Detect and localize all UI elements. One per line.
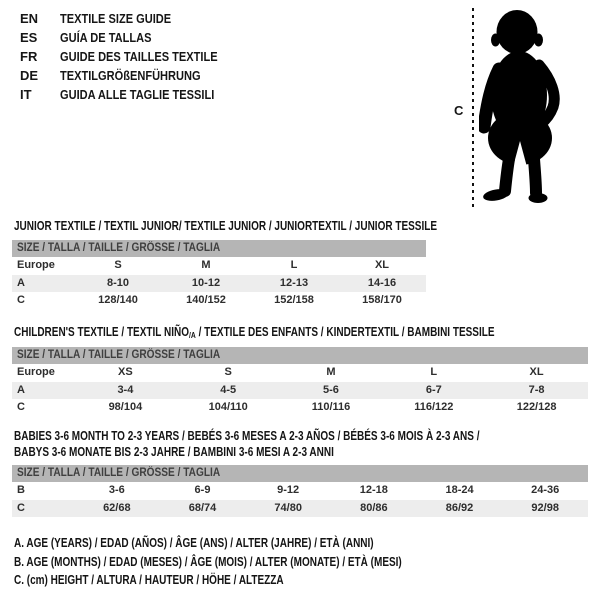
- note-age-years: [14, 534, 499, 553]
- children-table-rows: [12, 364, 588, 417]
- table-row: [12, 292, 426, 310]
- table-cell: 86/92: [445, 501, 474, 514]
- language-row-es: [20, 28, 245, 47]
- baby-silhouette-icon: [479, 9, 575, 212]
- table-cell: 128/140: [98, 294, 138, 306]
- table-cell: 6-9: [194, 484, 211, 496]
- row-label: C: [17, 401, 25, 413]
- table-cell: 80/86: [360, 501, 388, 514]
- table-cell: 9-12: [277, 484, 300, 496]
- table-cell: M: [326, 366, 336, 378]
- measure-c-label: C: [454, 103, 464, 118]
- row-label: B: [17, 484, 25, 496]
- size-header-label: SIZE / TALLA / TAILLE / GRÖSSE / TAGLIA: [17, 467, 221, 479]
- language-row-en: [20, 9, 245, 28]
- note-age-years-text: A. AGE (YEARS) / EDAD (AÑOS) / ÂGE (ANS) / ALTER (JAHRE) / ETÀ (ANNI): [14, 536, 374, 550]
- table-cell: 140/152: [186, 294, 226, 306]
- table-cell: 98/104: [108, 401, 143, 413]
- language-title-list: [20, 9, 245, 104]
- table-cell: L: [430, 366, 438, 378]
- language-code: DE: [20, 68, 39, 83]
- table-cell: 158/170: [362, 294, 402, 306]
- note-height-cm-text: C. (cm) HEIGHT / ALTURA / HAUTEUR / HÖHE / ALTEZZA: [14, 573, 284, 587]
- babies-table-rows: [12, 482, 588, 517]
- table-row: [12, 482, 588, 500]
- legend-notes: [14, 534, 499, 590]
- children-title-subscript: /A: [188, 330, 196, 341]
- table-row: [12, 257, 426, 275]
- language-code: IT: [20, 87, 32, 102]
- row-label: Europe: [17, 366, 55, 378]
- table-cell: S: [114, 259, 122, 271]
- junior-section-title-text: JUNIOR TEXTILE / TEXTIL JUNIOR/ TEXTILE JUNIOR / JUNIORTEXTIL / JUNIOR TESSILE: [14, 219, 438, 233]
- table-cell: 116/122: [414, 401, 454, 413]
- guide-title-de: TEXTILGRÖßENFÜHRUNG: [60, 68, 201, 83]
- language-code: EN: [20, 11, 39, 26]
- language-code: ES: [20, 30, 38, 45]
- children-size-table: [12, 347, 588, 417]
- children-section-title-text: [14, 325, 495, 340]
- language-code: FR: [20, 49, 38, 64]
- table-row: [12, 500, 588, 518]
- language-row-it: [20, 85, 245, 104]
- junior-table-rows: [12, 257, 426, 310]
- row-label: Europe: [17, 259, 55, 271]
- babies-section-title-text-line1: BABIES 3-6 MONTH TO 2-3 YEARS / BEBÉS 3-6 MESES A 2-3 AÑOS / BÉBÉS 3-6 MOIS À 2-3 ANS /: [14, 429, 480, 443]
- size-header-bar: [12, 347, 588, 364]
- table-cell: 4-5: [220, 383, 237, 396]
- table-row: [12, 399, 588, 417]
- table-cell: L: [290, 259, 298, 271]
- size-header-bar: [12, 465, 588, 482]
- table-cell: XS: [118, 366, 133, 378]
- row-label: A: [17, 276, 25, 289]
- guide-title-it: GUIDA ALLE TAGLIE TESSILI: [60, 87, 215, 102]
- children-title-prefix: CHILDREN'S TEXTILE / TEXTIL NIÑO: [14, 325, 189, 339]
- table-cell: 92/98: [531, 501, 559, 514]
- table-cell: 8-10: [106, 276, 130, 289]
- babies-section-title-line2: [14, 443, 414, 461]
- table-cell: 3-6: [108, 484, 125, 496]
- guide-title-en: TEXTILE SIZE GUIDE: [60, 11, 172, 26]
- table-cell: M: [201, 259, 211, 271]
- note-age-months-text: B. AGE (MONTHS) / EDAD (MESES) / ÂGE (MOIS) / ALTER (MONATE) / ETÀ (MESI): [14, 554, 402, 569]
- babies-size-table: [12, 465, 588, 517]
- language-row-fr: [20, 47, 245, 66]
- table-cell: S: [224, 366, 232, 378]
- children-title-suffix: / TEXTILE DES ENFANTS / KINDERTEXTIL / BAMBINI TESSILE: [195, 325, 495, 339]
- table-cell: 62/68: [103, 501, 131, 514]
- table-cell: 14-16: [367, 276, 397, 289]
- table-cell: 68/74: [188, 501, 217, 514]
- size-header-label: SIZE / TALLA / TAILLE / GRÖSSE / TAGLIA: [17, 242, 221, 254]
- table-cell: XL: [374, 259, 390, 271]
- row-label: C: [17, 294, 25, 306]
- table-row: [12, 364, 588, 382]
- table-cell: 152/158: [274, 294, 314, 306]
- table-cell: 122/128: [516, 401, 557, 413]
- children-section-title: [14, 323, 600, 341]
- guide-title-es: GUÍA DE TALLAS: [60, 30, 152, 45]
- note-height-cm: [14, 571, 499, 590]
- table-cell: 24-36: [531, 484, 560, 496]
- table-cell: 3-4: [117, 383, 134, 396]
- table-cell: 74/80: [274, 501, 302, 514]
- table-cell: 18-24: [445, 484, 474, 496]
- size-header-bar: [12, 240, 426, 257]
- table-cell: 12-18: [359, 484, 388, 496]
- junior-size-table: [12, 240, 426, 310]
- table-cell: 10-12: [191, 276, 221, 289]
- size-header-label: SIZE / TALLA / TAILLE / GRÖSSE / TAGLIA: [17, 349, 221, 361]
- junior-section-title: [14, 217, 543, 235]
- table-cell: 110/116: [311, 401, 351, 413]
- babies-section-title-text-line2: BABYS 3-6 MONATE BIS 2-3 JAHRE / BAMBINI 3-6 MESI A 2-3 ANNI: [14, 445, 334, 459]
- row-label: C: [17, 501, 25, 514]
- note-age-months: [14, 553, 499, 572]
- table-cell: XL: [529, 366, 544, 378]
- table-row: [12, 382, 588, 400]
- table-cell: 7-8: [528, 383, 545, 396]
- table-cell: 6-7: [425, 383, 442, 396]
- height-measure-line: [471, 8, 475, 213]
- table-cell: 12-13: [279, 276, 309, 289]
- language-row-de: [20, 66, 245, 85]
- row-label: A: [17, 383, 25, 396]
- guide-title-fr: GUIDE DES TAILLES TEXTILE: [60, 49, 218, 64]
- table-row: [12, 275, 426, 293]
- table-cell: 5-6: [323, 383, 339, 396]
- table-cell: 104/110: [208, 401, 248, 413]
